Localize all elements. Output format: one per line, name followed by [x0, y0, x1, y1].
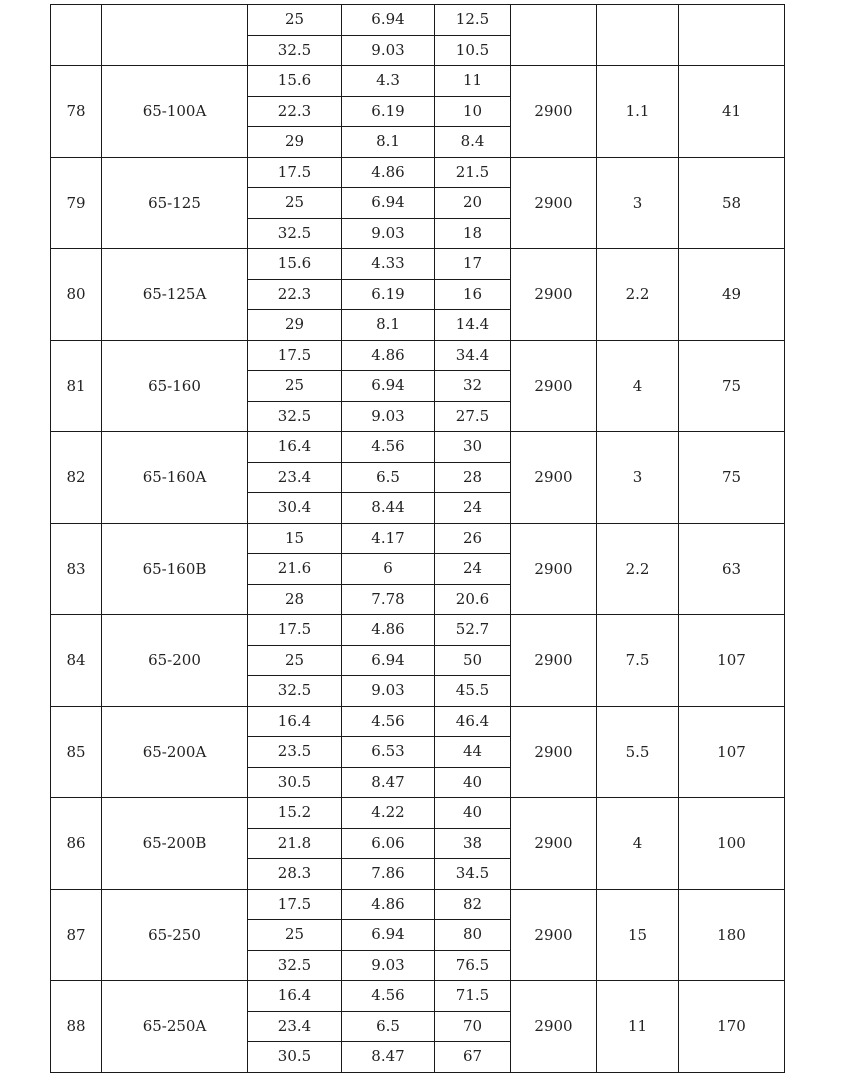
speed-cell	[511, 5, 597, 66]
flow-ls-cell: 9.03	[342, 401, 435, 432]
speed-cell: 2900	[511, 249, 597, 341]
power-cell: 3	[597, 157, 679, 249]
weight-cell	[679, 5, 785, 66]
serial-number-cell: 81	[51, 340, 102, 432]
flow-m3h-cell: 30.5	[248, 767, 342, 798]
flow-ls-cell: 6.5	[342, 1011, 435, 1042]
flow-ls-cell: 4.56	[342, 706, 435, 737]
weight-cell: 63	[679, 523, 785, 615]
head-cell: 40	[435, 767, 511, 798]
head-cell: 67	[435, 1042, 511, 1073]
head-cell: 50	[435, 645, 511, 676]
flow-m3h-cell: 16.4	[248, 981, 342, 1012]
flow-m3h-cell: 22.3	[248, 279, 342, 310]
flow-ls-cell: 4.17	[342, 523, 435, 554]
power-cell: 11	[597, 981, 679, 1073]
power-cell: 7.5	[597, 615, 679, 707]
serial-number-cell: 83	[51, 523, 102, 615]
table-row	[51, 981, 785, 1012]
table-row	[51, 706, 785, 737]
flow-m3h-cell: 25	[248, 5, 342, 36]
flow-m3h-cell: 30.4	[248, 493, 342, 524]
flow-m3h-cell: 25	[248, 645, 342, 676]
head-cell: 40	[435, 798, 511, 829]
flow-m3h-cell: 32.5	[248, 676, 342, 707]
flow-ls-cell: 6.94	[342, 188, 435, 219]
serial-number-cell	[51, 5, 102, 66]
flow-m3h-cell: 32.5	[248, 218, 342, 249]
head-cell: 24	[435, 554, 511, 585]
head-cell: 80	[435, 920, 511, 951]
speed-cell: 2900	[511, 981, 597, 1073]
speed-cell: 2900	[511, 157, 597, 249]
power-cell	[597, 5, 679, 66]
flow-m3h-cell: 15.6	[248, 249, 342, 280]
weight-cell: 180	[679, 889, 785, 981]
flow-m3h-cell: 30.5	[248, 1042, 342, 1073]
flow-ls-cell: 8.44	[342, 493, 435, 524]
pump-spec-table-container	[50, 4, 785, 1073]
table-row	[51, 157, 785, 188]
flow-m3h-cell: 32.5	[248, 950, 342, 981]
flow-ls-cell: 4.86	[342, 889, 435, 920]
flow-m3h-cell: 23.5	[248, 737, 342, 768]
flow-m3h-cell: 17.5	[248, 157, 342, 188]
pump-spec-table	[50, 4, 785, 1073]
flow-ls-cell: 6.5	[342, 462, 435, 493]
head-cell: 16	[435, 279, 511, 310]
serial-number-cell: 86	[51, 798, 102, 890]
flow-m3h-cell: 23.4	[248, 462, 342, 493]
head-cell: 52.7	[435, 615, 511, 646]
speed-cell: 2900	[511, 432, 597, 524]
flow-m3h-cell: 29	[248, 127, 342, 158]
weight-cell: 41	[679, 66, 785, 158]
pump-model-cell: 65-100A	[102, 66, 248, 158]
power-cell: 15	[597, 889, 679, 981]
head-cell: 46.4	[435, 706, 511, 737]
table-row	[51, 340, 785, 371]
weight-cell: 75	[679, 340, 785, 432]
head-cell: 38	[435, 828, 511, 859]
table-row	[51, 889, 785, 920]
head-cell: 12.5	[435, 5, 511, 36]
flow-ls-cell: 6.53	[342, 737, 435, 768]
head-cell: 17	[435, 249, 511, 280]
head-cell: 34.5	[435, 859, 511, 890]
speed-cell: 2900	[511, 889, 597, 981]
flow-m3h-cell: 32.5	[248, 401, 342, 432]
weight-cell: 49	[679, 249, 785, 341]
serial-number-cell: 79	[51, 157, 102, 249]
head-cell: 82	[435, 889, 511, 920]
power-cell: 2.2	[597, 249, 679, 341]
flow-m3h-cell: 28	[248, 584, 342, 615]
pump-model-cell: 65-125	[102, 157, 248, 249]
power-cell: 2.2	[597, 523, 679, 615]
flow-ls-cell: 6.94	[342, 371, 435, 402]
flow-m3h-cell: 25	[248, 371, 342, 402]
pump-model-cell: 65-125A	[102, 249, 248, 341]
flow-m3h-cell: 28.3	[248, 859, 342, 890]
flow-ls-cell: 7.86	[342, 859, 435, 890]
flow-ls-cell: 6.19	[342, 279, 435, 310]
pump-spec-table-body	[51, 5, 785, 1073]
flow-m3h-cell: 15	[248, 523, 342, 554]
flow-ls-cell: 6.19	[342, 96, 435, 127]
flow-ls-cell: 4.3	[342, 66, 435, 97]
head-cell: 20.6	[435, 584, 511, 615]
flow-ls-cell: 9.03	[342, 950, 435, 981]
table-row	[51, 249, 785, 280]
flow-m3h-cell: 16.4	[248, 432, 342, 463]
power-cell: 1.1	[597, 66, 679, 158]
flow-ls-cell: 8.1	[342, 127, 435, 158]
head-cell: 27.5	[435, 401, 511, 432]
flow-m3h-cell: 15.6	[248, 66, 342, 97]
pump-model-cell: 65-200B	[102, 798, 248, 890]
flow-ls-cell: 9.03	[342, 676, 435, 707]
head-cell: 20	[435, 188, 511, 219]
weight-cell: 107	[679, 706, 785, 798]
flow-ls-cell: 4.86	[342, 340, 435, 371]
pump-model-cell: 65-160B	[102, 523, 248, 615]
weight-cell: 75	[679, 432, 785, 524]
flow-ls-cell: 9.03	[342, 35, 435, 66]
flow-ls-cell: 6.06	[342, 828, 435, 859]
serial-number-cell: 84	[51, 615, 102, 707]
head-cell: 21.5	[435, 157, 511, 188]
table-row	[51, 615, 785, 646]
flow-ls-cell: 4.86	[342, 615, 435, 646]
flow-ls-cell: 4.56	[342, 981, 435, 1012]
weight-cell: 58	[679, 157, 785, 249]
power-cell: 5.5	[597, 706, 679, 798]
flow-m3h-cell: 29	[248, 310, 342, 341]
flow-m3h-cell: 22.3	[248, 96, 342, 127]
table-row	[51, 5, 785, 36]
speed-cell: 2900	[511, 615, 597, 707]
flow-ls-cell: 9.03	[342, 218, 435, 249]
flow-m3h-cell: 21.8	[248, 828, 342, 859]
pump-model-cell: 65-160	[102, 340, 248, 432]
flow-ls-cell: 7.78	[342, 584, 435, 615]
head-cell: 26	[435, 523, 511, 554]
pump-model-cell: 65-250A	[102, 981, 248, 1073]
head-cell: 32	[435, 371, 511, 402]
speed-cell: 2900	[511, 66, 597, 158]
serial-number-cell: 85	[51, 706, 102, 798]
head-cell: 44	[435, 737, 511, 768]
flow-ls-cell: 4.33	[342, 249, 435, 280]
serial-number-cell: 80	[51, 249, 102, 341]
head-cell: 34.4	[435, 340, 511, 371]
flow-ls-cell: 8.47	[342, 1042, 435, 1073]
flow-ls-cell: 6.94	[342, 920, 435, 951]
flow-m3h-cell: 16.4	[248, 706, 342, 737]
weight-cell: 107	[679, 615, 785, 707]
pump-model-cell	[102, 5, 248, 66]
pump-model-cell: 65-160A	[102, 432, 248, 524]
speed-cell: 2900	[511, 706, 597, 798]
head-cell: 45.5	[435, 676, 511, 707]
flow-ls-cell: 6.94	[342, 645, 435, 676]
flow-ls-cell: 4.86	[342, 157, 435, 188]
speed-cell: 2900	[511, 340, 597, 432]
head-cell: 14.4	[435, 310, 511, 341]
table-row	[51, 432, 785, 463]
flow-m3h-cell: 21.6	[248, 554, 342, 585]
flow-m3h-cell: 17.5	[248, 340, 342, 371]
speed-cell: 2900	[511, 523, 597, 615]
flow-m3h-cell: 32.5	[248, 35, 342, 66]
weight-cell: 170	[679, 981, 785, 1073]
pump-model-cell: 65-250	[102, 889, 248, 981]
pump-model-cell: 65-200A	[102, 706, 248, 798]
pump-model-cell: 65-200	[102, 615, 248, 707]
head-cell: 8.4	[435, 127, 511, 158]
speed-cell: 2900	[511, 798, 597, 890]
head-cell: 71.5	[435, 981, 511, 1012]
serial-number-cell: 82	[51, 432, 102, 524]
weight-cell: 100	[679, 798, 785, 890]
table-row	[51, 523, 785, 554]
head-cell: 28	[435, 462, 511, 493]
serial-number-cell: 78	[51, 66, 102, 158]
head-cell: 11	[435, 66, 511, 97]
flow-ls-cell: 6	[342, 554, 435, 585]
head-cell: 10	[435, 96, 511, 127]
power-cell: 4	[597, 340, 679, 432]
table-row	[51, 798, 785, 829]
power-cell: 3	[597, 432, 679, 524]
flow-m3h-cell: 23.4	[248, 1011, 342, 1042]
flow-m3h-cell: 17.5	[248, 889, 342, 920]
flow-m3h-cell: 15.2	[248, 798, 342, 829]
flow-ls-cell: 4.22	[342, 798, 435, 829]
flow-m3h-cell: 25	[248, 920, 342, 951]
head-cell: 76.5	[435, 950, 511, 981]
flow-ls-cell: 8.1	[342, 310, 435, 341]
head-cell: 70	[435, 1011, 511, 1042]
flow-ls-cell: 8.47	[342, 767, 435, 798]
head-cell: 30	[435, 432, 511, 463]
power-cell: 4	[597, 798, 679, 890]
flow-m3h-cell: 17.5	[248, 615, 342, 646]
flow-ls-cell: 4.56	[342, 432, 435, 463]
head-cell: 24	[435, 493, 511, 524]
table-row	[51, 66, 785, 97]
head-cell: 18	[435, 218, 511, 249]
head-cell: 10.5	[435, 35, 511, 66]
flow-ls-cell: 6.94	[342, 5, 435, 36]
serial-number-cell: 87	[51, 889, 102, 981]
flow-m3h-cell: 25	[248, 188, 342, 219]
serial-number-cell: 88	[51, 981, 102, 1073]
